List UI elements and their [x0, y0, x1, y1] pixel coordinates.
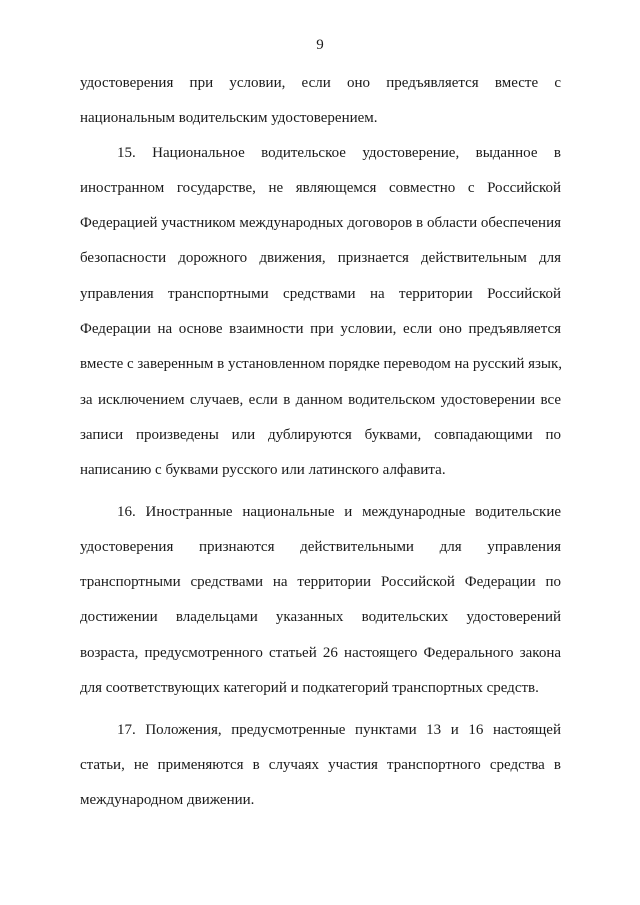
page-number: 9	[316, 37, 324, 53]
paragraph-17-start: 17. Положения, предусмотренные пунктами 13 и 16 настоящей	[117, 722, 561, 738]
text-line: международном движении.	[80, 792, 255, 808]
text-line: транспортными средствами на территории Российской Федерации по	[80, 574, 561, 590]
text-line: статьи, не применяются в случаях участия транспортного средства в	[80, 757, 561, 773]
paragraph-15-start: 15. Национальное водительское удостоверение, выданное в	[117, 145, 561, 161]
text-line: управления транспортными средствами на территории Российской	[80, 286, 561, 302]
text-line: возраста, предусмотренного статьей 26 настоящего Федерального закона	[80, 645, 561, 661]
text-line: за исключением случаев, если в данном водительском удостоверении все	[80, 392, 561, 408]
text-line: национальным водительским удостоверением.	[80, 110, 378, 126]
text-line: удостоверения при условии, если оно предъявляется вместе с	[80, 75, 561, 91]
text-line: Федерации на основе взаимности при условии, если оно предъявляется	[80, 321, 561, 337]
text-line: вместе с заверенным в установленном порядке переводом на русский язык,	[80, 356, 563, 372]
text-line: записи произведены или дублируются буквами, совпадающими по	[80, 427, 561, 443]
text-line: иностранном государстве, не являющемся совместно с Российской	[80, 180, 561, 196]
text-line: для соответствующих категорий и подкатегорий транспортных средств.	[80, 680, 539, 696]
text-line: удостоверения признаются действительными для управления	[80, 539, 561, 555]
text-line: написанию с буквами русского или латинского алфавита.	[80, 462, 446, 478]
text-line: достижении владельцами указанных водительских удостоверений	[80, 609, 561, 625]
text-line: безопасности дорожного движения, признается действительным для	[80, 250, 561, 266]
text-line: Федерацией участником международных договоров в области обеспечения	[80, 215, 561, 231]
paragraph-16-start: 16. Иностранные национальные и международные водительские	[117, 504, 561, 520]
